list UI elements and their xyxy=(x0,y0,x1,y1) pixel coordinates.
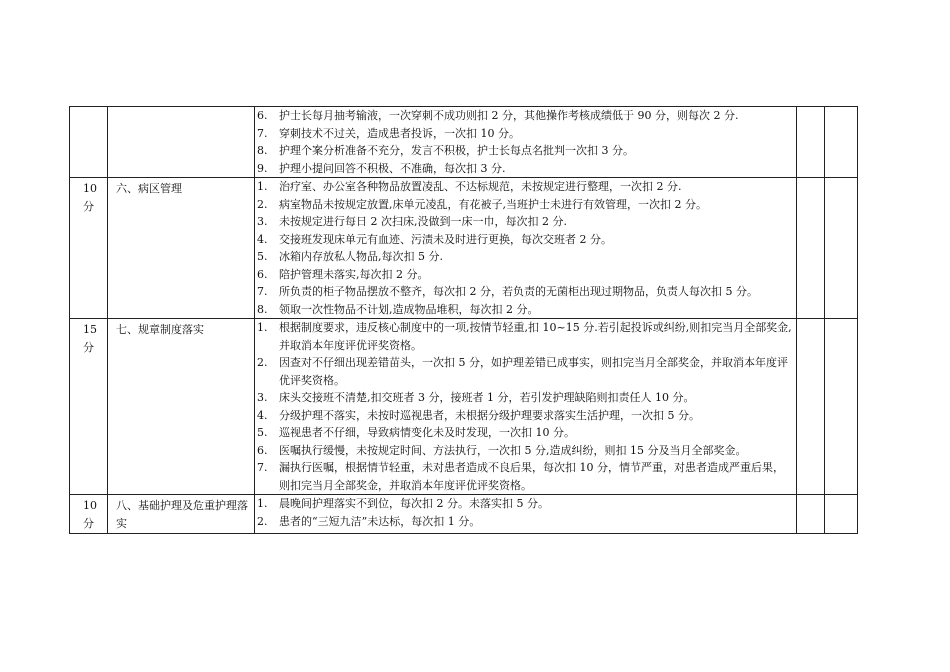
item-number: 2. xyxy=(257,356,268,369)
criteria-list xyxy=(255,495,792,530)
list-item xyxy=(255,513,792,531)
item-number: 1. xyxy=(257,321,268,334)
table-row xyxy=(70,495,858,534)
list-item xyxy=(255,160,792,178)
item-text: 护理个案分析准备不充分，发言不积极，护士长每点名批判一次扣 3 分。 xyxy=(279,144,634,157)
item-number: 7. xyxy=(257,285,268,298)
blank-cell xyxy=(825,319,858,495)
item-text: 病室物品未按规定放置,床单元凌乱，有花被子,当班护士未进行有效管理，一次扣 2 分。 xyxy=(279,197,707,211)
blank-cell xyxy=(797,178,825,319)
item-number: 2. xyxy=(257,514,268,528)
table-body xyxy=(70,107,858,534)
list-item xyxy=(255,196,792,214)
item-number: 6. xyxy=(257,443,268,457)
list-item xyxy=(255,125,792,143)
list-item xyxy=(255,319,792,354)
blank-cell xyxy=(797,319,825,495)
item-text: 因查对不仔细出现差错苗头，一次扣 5 分，如护理差错已成事实，则扣完当月全部奖金，并取消本年度评优评奖资格。 xyxy=(279,356,788,387)
item-text: 未按规定进行每日 2 次扫床,没做到一床一巾，每次扣 2 分. xyxy=(279,215,567,228)
item-number: 4. xyxy=(257,408,268,422)
item-number: 6. xyxy=(257,267,268,281)
item-text: 治疗室、办公室各种物品放置凌乱、不达标规范，未按规定进行整理，一次扣 2 分. xyxy=(279,180,682,193)
item-number: 5. xyxy=(257,250,268,263)
list-item xyxy=(255,442,792,460)
item-number: 9. xyxy=(257,161,268,175)
item-number: 2. xyxy=(257,197,268,211)
criteria-cell xyxy=(255,495,797,534)
criteria-cell xyxy=(255,319,797,495)
item-text: 穿刺技术不过关，造成患者投诉，一次扣 10 分。 xyxy=(279,126,520,140)
list-item xyxy=(255,213,792,231)
item-number: 7. xyxy=(257,461,268,474)
item-number: 4. xyxy=(257,232,268,246)
item-text: 巡视患者不仔细，导致病情变化未及时发现，一次扣 10 分。 xyxy=(279,426,575,439)
criteria-list xyxy=(255,319,792,494)
blank-cell xyxy=(825,495,858,534)
criteria-cell xyxy=(255,107,797,178)
item-text: 陪护管理未落实,每次扣 2 分。 xyxy=(279,267,429,281)
list-item xyxy=(255,248,792,266)
item-number: 8. xyxy=(257,302,268,316)
blank-cell xyxy=(797,107,825,178)
list-item xyxy=(255,266,792,284)
item-number: 3. xyxy=(257,215,268,228)
list-item xyxy=(255,107,792,125)
table-row xyxy=(70,178,858,319)
item-text: 医嘱执行缓慢，未按规定时间、方法执行，一次扣 5 分,造成纠纷，则扣 15 分及当月全部奖金。 xyxy=(279,443,747,457)
category-cell: 八、基础护理及危重护理落实 xyxy=(108,495,255,534)
list-item xyxy=(255,301,792,319)
item-number: 5. xyxy=(257,426,268,439)
item-text: 患者的“三短九洁”未达标，每次扣 1 分。 xyxy=(279,514,481,528)
assessment-table xyxy=(69,106,858,534)
criteria-list xyxy=(255,107,792,177)
item-text: 冰箱内存放私人物品,每次扣 5 分. xyxy=(279,250,443,263)
score-cell: 10 分 xyxy=(70,178,108,319)
list-item xyxy=(255,231,792,249)
item-number: 1. xyxy=(257,497,268,510)
item-text: 晨晚间护理落实不到位，每次扣 2 分。未落实扣 5 分。 xyxy=(279,497,549,510)
list-item xyxy=(255,407,792,425)
item-text: 领取一次性物品不计划,造成物品堆积，每次扣 2 分。 xyxy=(279,302,539,316)
list-item xyxy=(255,178,792,196)
list-item xyxy=(255,495,792,513)
blank-cell xyxy=(825,178,858,319)
item-number: 1. xyxy=(257,180,268,193)
list-item xyxy=(255,424,792,442)
item-text: 漏执行医嘱，根据情节轻重，未对患者造成不良后果，每次扣 10 分，情节严重，对患者造成严重后果，则扣完当月全部奖金，并取消本年度评优评奖资格。 xyxy=(279,461,784,492)
blank-cell xyxy=(825,107,858,178)
item-text: 根据制度要求，违反核心制度中的一项,按情节轻重,扣 10~15 分.若引起投诉或纠纷,则扣完当月全部奖金,并取消本年度评优评奖资格。 xyxy=(279,321,792,352)
blank-cell xyxy=(797,495,825,534)
category-cell: 六、病区管理 xyxy=(108,178,255,319)
score-cell: 10 分 xyxy=(70,495,108,534)
list-item xyxy=(255,389,792,407)
criteria-cell xyxy=(255,178,797,319)
list-item xyxy=(255,354,792,389)
category-cell xyxy=(108,107,255,178)
item-number: 6. xyxy=(257,109,268,122)
item-number: 7. xyxy=(257,126,268,140)
item-text: 交接班发现床单元有血迹、污渍未及时进行更换，每次交班者 2 分。 xyxy=(279,232,612,246)
item-number: 3. xyxy=(257,391,268,404)
item-text: 床头交接班不清楚,扣交班者 3 分，接班者 1 分，若引发护理缺陷则扣责任人 10 分。 xyxy=(279,391,695,404)
item-text: 护理小提问回答不积极、不准确，每次扣 3 分. xyxy=(279,161,506,175)
table-row xyxy=(70,107,858,178)
list-item xyxy=(255,142,792,160)
criteria-list xyxy=(255,178,792,318)
list-item xyxy=(255,283,792,301)
item-text: 分级护理不落实，未按时巡视患者，未根据分级护理要求落实生活护理，一次扣 5 分。 xyxy=(279,408,700,422)
category-cell: 七、规章制度落实 xyxy=(108,319,255,495)
table-row xyxy=(70,319,858,495)
item-text: 所负责的柜子物品摆放不整齐，每次扣 2 分，若负责的无菌柜出现过期物品，负责人每次扣 5 分。 xyxy=(279,285,758,298)
item-number: 8. xyxy=(257,144,268,157)
list-item xyxy=(255,459,792,494)
item-text: 护士长每月抽考输液，一次穿刺不成功则扣 2 分，其他操作考核成绩低于 90 分，则每次 2 分. xyxy=(279,109,739,122)
score-cell xyxy=(70,107,108,178)
score-cell: 15 分 xyxy=(70,319,108,495)
